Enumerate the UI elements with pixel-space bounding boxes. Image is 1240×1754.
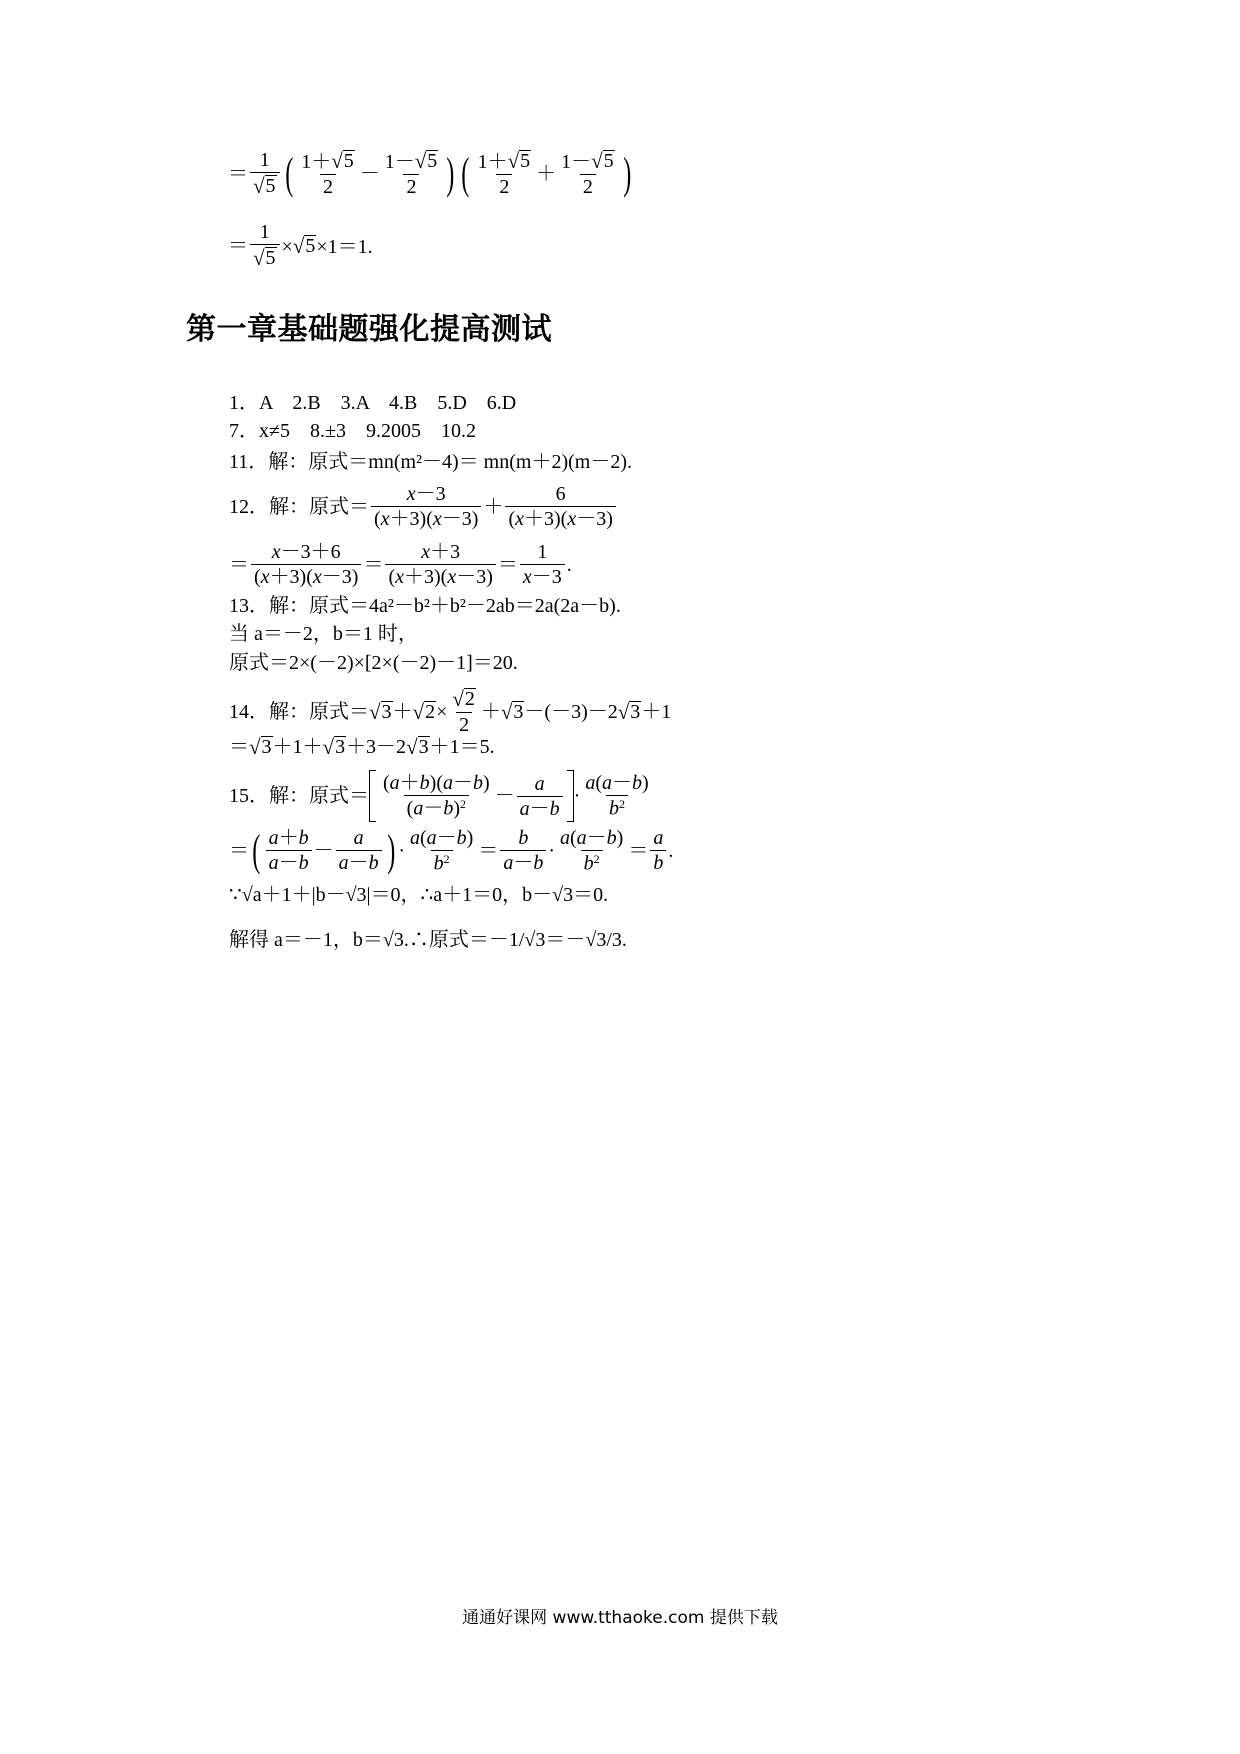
- answer-line-13-result: 原式＝2×(－2)×[2×(－2)－1]＝20.: [229, 652, 518, 674]
- section-heading: 第一章基础题强化提高测试: [186, 312, 552, 347]
- answer-15-prefix: 15．解：原式＝: [229, 785, 369, 807]
- answer-line-15: 15．解：原式＝ $\frac{(a+b)(a-b)}{(a-b)^2}$ － $\frac{a}{a-b}$ · $\frac{a(a-b)}{b^2}$: [229, 770, 654, 822]
- page-footer: 通通好课网 www.tthaoke.com 提供下载: [462, 1608, 778, 1628]
- answer-line-13-cond: 当 a＝－2，b＝1 时，: [229, 623, 418, 645]
- answer-line-13: 13．解：原式＝4a²－b²＋b²－2ab＝2a(2a－b).: [229, 595, 621, 617]
- answer-line-14: 14．解：原式＝ √ 3 ＋ √ 2 × √ 2 2 ＋ √ 3 －(－3)－2 √ 3 ＋1: [229, 687, 672, 736]
- answer-line-15-cond: ∵√a＋1＋|b－√3|＝0，∴a＋1＝0，b－√3＝0.: [229, 884, 609, 906]
- answer-line-12: 12．解：原式＝ $\frac{x-3}{(x+3)(x-3)}$ ＋ $\frac{6}{(x+3)(x-3)}$: [229, 484, 618, 529]
- continuation-line-1: ＝ 1 √ 5 ( 1＋ √ 5 2 － 1－ √ 5 2 ) ( 1＋ √ 5 2 ＋ 1－ √ 5 2 ): [228, 148, 631, 198]
- answer-12-prefix: 12．解：原式＝: [229, 495, 369, 518]
- answer-line-fill: 7．x≠5 8.±3 9.2005 10.2: [229, 420, 476, 442]
- continuation-line-2: ＝ 1 √ 5 × √ 5 ×1＝1.: [228, 221, 373, 270]
- answer-line-15-cont: ＝ ( $\frac{a+b}{a-b}$ － $\frac{a}{a-b}$ ) · $\frac{a(a-b)}{b^2}$ ＝ $\frac{b}{a-b}$ · $\frac{a(a-b)}{b^2}$ ＝ $\frac{a}{b}$ .: [229, 825, 674, 875]
- answer-line-14-cont: ＝ √ 3 ＋1＋ √ 3 ＋3－2 √ 3 ＋1＝5.: [229, 735, 495, 759]
- answer-line-12-cont: ＝ $\frac{x-3+6}{(x+3)(x-3)}$ ＝ $\frac{x+3}{(x+3)(x-3)}$ ＝ $\frac{1}{x-3}$ .: [229, 541, 572, 588]
- answer-line-choices: 1．A 2.B 3.A 4.B 5.D 6.D: [229, 392, 517, 414]
- answer-14-prefix: 14．解：原式＝: [229, 700, 369, 723]
- answer-line-15-result: 解得 a＝－1，b＝√3.∴原式＝－1/√3＝－√3/3.: [229, 929, 627, 951]
- answer-line-11: 11．解：原式＝mn(m²－4)＝ mn(m＋2)(m－2).: [229, 451, 632, 473]
